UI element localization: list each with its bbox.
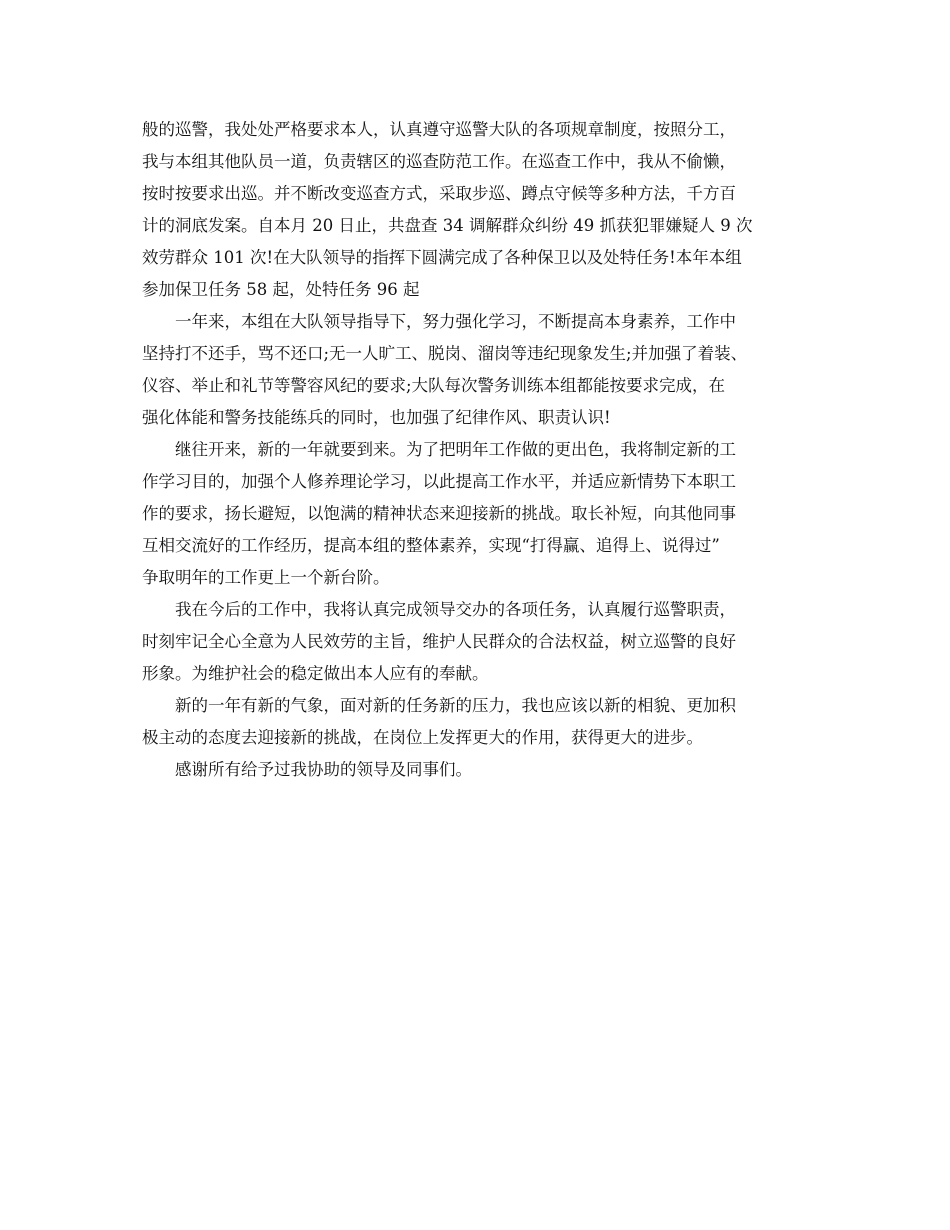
paragraph-4-line-1: 我在今后的工作中，我将认真完成领导交办的各项任务，认真履行巡警职责， (175, 600, 736, 619)
paragraph-2 (142, 306, 814, 434)
paragraph-1-line-5: 效劳群众 101 次!在大队领导的指挥下圆满完成了各种保卫以及处特任务!本年本组 (142, 248, 742, 267)
paragraph-6 (142, 754, 814, 786)
paragraph-3-line-5: 争取明年的工作更上一个新台阶。 (142, 568, 390, 587)
paragraph-3-line-4: 互相交流好的工作经历，提高本组的整体素养，实现“打得赢、追得上、说得过” (142, 536, 720, 555)
paragraph-3 (142, 434, 814, 594)
paragraph-1-line-1: 般的巡警，我处处严格要求本人，认真遵守巡警大队的各项规章制度，按照分工， (142, 120, 736, 139)
paragraph-1-line-2: 我与本组其他队员一道，负责辖区的巡查防范工作。在巡查工作中，我从不偷懒， (142, 152, 736, 171)
paragraph-1-line-3: 按时按要求出巡。并不断改变巡查方式，采取步巡、蹲点守候等多种方法，千方百 (142, 184, 736, 203)
paragraph-3-line-1: 继往开来，新的一年就要到来。为了把明年工作做的更出色，我将制定新的工 (175, 440, 736, 459)
paragraph-5-line-2: 极主动的态度去迎接新的挑战，在岗位上发挥更大的作用，获得更大的进步。 (142, 728, 703, 747)
paragraph-3-line-2: 作学习目的，加强个人修养理论学习，以此提高工作水平，并适应新情势下本职工 (142, 472, 736, 491)
paragraph-3-line-3: 作的要求，扬长避短，以饱满的精神状态来迎接新的挑战。取长补短，向其他同事 (142, 504, 736, 523)
paragraph-2-line-4: 强化体能和警务技能练兵的同时，也加强了纪律作风、职责认识! (142, 408, 611, 427)
paragraph-1 (142, 114, 814, 306)
paragraph-2-line-1: 一年来，本组在大队领导指导下，努力强化学习，不断提高本身素养，工作中 (175, 312, 736, 331)
paragraph-5 (142, 690, 814, 754)
paragraph-6-line-1: 感谢所有给予过我协助的领导及同事们。 (175, 760, 472, 779)
document-body (142, 114, 814, 786)
paragraph-2-line-2: 坚持打不还手，骂不还口;无一人旷工、脱岗、溜岗等违纪现象发生;并加强了着装、 (142, 344, 748, 363)
paragraph-4-line-3: 形象。为维护社会的稳定做出本人应有的奉献。 (142, 664, 489, 683)
paragraph-5-line-1: 新的一年有新的气象，面对新的任务新的压力，我也应该以新的相貌、更加积 (175, 696, 736, 715)
paragraph-4-line-2: 时刻牢记全心全意为人民效劳的主旨，维护人民群众的合法权益，树立巡警的良好 (142, 632, 736, 651)
paragraph-1-line-6: 参加保卫任务 58 起，处特任务 96 起 (142, 280, 420, 299)
paragraph-1-line-4: 计的洞底发案。自本月 20 日止，共盘查 34 调解群众纠纷 49 抓获犯罪嫌疑人 9 次 (142, 216, 753, 235)
paragraph-2-line-3: 仪容、举止和礼节等警容风纪的要求;大队每次警务训练本组都能按要求完成，在 (142, 376, 726, 395)
paragraph-4 (142, 594, 814, 690)
